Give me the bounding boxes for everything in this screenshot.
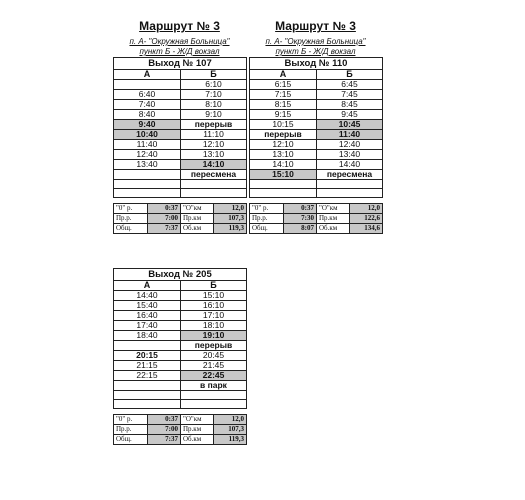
time-cell-a: [114, 391, 181, 400]
time-cell-b: пересмена: [317, 170, 383, 180]
stats-label: "0" р.: [114, 415, 148, 425]
time-cell-b: [181, 400, 247, 409]
time-cell-a: 18:40: [114, 331, 181, 341]
time-cell-b: 18:10: [181, 321, 247, 331]
time-cell-b: 22:45: [181, 371, 247, 381]
stats-value: 7:37: [148, 224, 181, 234]
time-cell-b: 11:10: [181, 130, 247, 140]
time-cell-a: 13:40: [114, 160, 181, 170]
time-cell-b: [317, 180, 383, 189]
stats-label: Пр.км: [317, 214, 350, 224]
table-row: [250, 130, 383, 140]
route-point-a: п. А- "Окружная Больница": [129, 37, 230, 46]
table-row: [114, 291, 247, 301]
time-cell-a: [114, 341, 181, 351]
stats-label: Об.км: [181, 224, 214, 234]
time-cell-b: 15:10: [181, 291, 247, 301]
time-cell-b: 6:10: [181, 80, 247, 90]
time-cell-b: 8:10: [181, 100, 247, 110]
table-row: [114, 130, 247, 140]
time-cell-b: [181, 180, 247, 189]
column-header-b: Б: [317, 70, 383, 80]
column-header-a: А: [114, 70, 181, 80]
schedule-title: Выход № 205: [114, 269, 247, 281]
time-cell-a: [114, 80, 181, 90]
time-cell-b: перерыв: [181, 341, 247, 351]
time-cell-a: [114, 180, 181, 189]
time-cell-a: [114, 381, 181, 391]
time-cell-b: 17:10: [181, 311, 247, 321]
time-cell-b: 21:45: [181, 361, 247, 371]
column-header-a: А: [250, 70, 317, 80]
column-header-a: А: [114, 281, 181, 291]
schedule-block-205: [113, 268, 246, 445]
stats-row: [250, 214, 383, 224]
stats-value: 12,0: [214, 204, 247, 214]
time-cell-b: 13:10: [181, 150, 247, 160]
time-cell-b: 19:10: [181, 331, 247, 341]
stats-value: 0:37: [148, 415, 181, 425]
table-row: [114, 189, 247, 198]
stats-label: Пр.р.: [250, 214, 284, 224]
table-row: [250, 110, 383, 120]
time-cell-b: [317, 189, 383, 198]
stats-value: 7:30: [284, 214, 317, 224]
time-cell-a: 21:15: [114, 361, 181, 371]
time-cell-a: перерыв: [250, 130, 317, 140]
route-title: Маршрут № 3: [139, 19, 220, 33]
time-cell-a: 9:40: [114, 120, 181, 130]
table-row: [250, 160, 383, 170]
schedule-table: [249, 57, 383, 234]
stats-label: "О"км: [181, 415, 214, 425]
schedule-table: [113, 268, 247, 445]
table-row: [114, 351, 247, 361]
time-cell-a: 17:40: [114, 321, 181, 331]
stats-value: 107,3: [214, 214, 247, 224]
stats-label: Пр.р.: [114, 214, 148, 224]
stats-value: 12,0: [214, 415, 247, 425]
stats-label: "О"км: [181, 204, 214, 214]
table-row: [114, 371, 247, 381]
time-cell-b: 20:45: [181, 351, 247, 361]
time-cell-b: 16:10: [181, 301, 247, 311]
stats-label: Об.км: [181, 435, 214, 445]
time-cell-b: пересмена: [181, 170, 247, 180]
stats-row: [114, 425, 247, 435]
time-cell-b: 14:10: [181, 160, 247, 170]
schedule-title: Выход № 107: [114, 58, 247, 70]
table-row: [114, 100, 247, 110]
stats-label: Общ.: [114, 224, 148, 234]
time-cell-a: 11:40: [114, 140, 181, 150]
time-cell-a: [250, 180, 317, 189]
time-cell-a: [114, 400, 181, 409]
time-cell-b: 14:40: [317, 160, 383, 170]
stats-value: 107,3: [214, 425, 247, 435]
table-row: [114, 80, 247, 90]
stats-label: Общ.: [250, 224, 284, 234]
table-row: [250, 100, 383, 110]
stats-value: 7:00: [148, 214, 181, 224]
table-row: [114, 170, 247, 180]
schedule-title: Выход № 110: [250, 58, 383, 70]
table-row: [250, 140, 383, 150]
stats-row: [250, 204, 383, 214]
time-cell-a: [250, 189, 317, 198]
time-cell-a: [114, 170, 181, 180]
table-row: [114, 90, 247, 100]
table-row: [114, 140, 247, 150]
time-cell-b: 13:40: [317, 150, 383, 160]
stats-value: 0:37: [284, 204, 317, 214]
stats-row: [114, 204, 247, 214]
time-cell-a: 6:15: [250, 80, 317, 90]
stats-row: [114, 435, 247, 445]
stats-row: [250, 224, 383, 234]
time-cell-a: 20:15: [114, 351, 181, 361]
stats-label: Общ.: [114, 435, 148, 445]
stats-value: 122,6: [350, 214, 383, 224]
schedule-table: [113, 57, 247, 234]
stats-value: 7:00: [148, 425, 181, 435]
route-point-b: пункт Б - Ж/Д вокзал: [139, 47, 220, 56]
table-row: [114, 331, 247, 341]
table-row: [114, 301, 247, 311]
time-cell-b: 10:45: [317, 120, 383, 130]
time-cell-a: 14:40: [114, 291, 181, 301]
time-cell-a: 9:15: [250, 110, 317, 120]
time-cell-b: 12:10: [181, 140, 247, 150]
table-row: [114, 110, 247, 120]
table-row: [114, 391, 247, 400]
stats-row: [114, 415, 247, 425]
time-cell-a: 12:10: [250, 140, 317, 150]
time-cell-b: 6:45: [317, 80, 383, 90]
time-cell-b: 12:40: [317, 140, 383, 150]
stats-row: [114, 224, 247, 234]
stats-label: "0" р.: [114, 204, 148, 214]
table-row: [114, 361, 247, 371]
time-cell-a: [114, 189, 181, 198]
stats-label: Пр.р.: [114, 425, 148, 435]
schedule-block-110: [249, 19, 382, 234]
time-cell-b: [181, 391, 247, 400]
route-point-b: пункт Б - Ж/Д вокзал: [275, 47, 356, 56]
time-cell-b: 11:40: [317, 130, 383, 140]
stats-label: Пр.км: [181, 425, 214, 435]
table-row: [250, 90, 383, 100]
stats-value: 0:37: [148, 204, 181, 214]
stats-label: Пр.км: [181, 214, 214, 224]
route-title: Маршрут № 3: [275, 19, 356, 33]
stats-value: 12,0: [350, 204, 383, 214]
time-cell-a: 8:40: [114, 110, 181, 120]
table-row: [114, 381, 247, 391]
stats-row: [114, 214, 247, 224]
table-row: [114, 321, 247, 331]
time-cell-b: 7:10: [181, 90, 247, 100]
column-header-b: Б: [181, 70, 247, 80]
stats-label: "О"км: [317, 204, 350, 214]
time-cell-a: 8:15: [250, 100, 317, 110]
stats-label: "0" р.: [250, 204, 284, 214]
table-row: [250, 180, 383, 189]
stats-value: 119,3: [214, 224, 247, 234]
time-cell-b: в парк: [181, 381, 247, 391]
table-row: [114, 120, 247, 130]
stats-value: 119,3: [214, 435, 247, 445]
table-row: [114, 150, 247, 160]
table-row: [114, 160, 247, 170]
schedule-block-107: [113, 19, 246, 234]
time-cell-a: 10:40: [114, 130, 181, 140]
time-cell-a: 22:15: [114, 371, 181, 381]
time-cell-b: 7:45: [317, 90, 383, 100]
table-row: [250, 189, 383, 198]
table-row: [250, 170, 383, 180]
table-row: [114, 341, 247, 351]
table-row: [250, 150, 383, 160]
time-cell-a: 13:10: [250, 150, 317, 160]
time-cell-b: 8:45: [317, 100, 383, 110]
stats-value: 134,6: [350, 224, 383, 234]
stats-label: Об.км: [317, 224, 350, 234]
table-row: [114, 311, 247, 321]
table-row: [250, 120, 383, 130]
time-cell-b: перерыв: [181, 120, 247, 130]
time-cell-b: 9:45: [317, 110, 383, 120]
table-row: [114, 400, 247, 409]
time-cell-a: 15:40: [114, 301, 181, 311]
time-cell-a: 10:15: [250, 120, 317, 130]
stats-value: 8:07: [284, 224, 317, 234]
time-cell-a: 14:10: [250, 160, 317, 170]
time-cell-b: 9:10: [181, 110, 247, 120]
time-cell-a: 7:15: [250, 90, 317, 100]
table-row: [114, 180, 247, 189]
table-row: [250, 80, 383, 90]
column-header-b: Б: [181, 281, 247, 291]
time-cell-a: 7:40: [114, 100, 181, 110]
time-cell-b: [181, 189, 247, 198]
stats-value: 7:37: [148, 435, 181, 445]
route-point-a: п. А- "Окружная Больница": [265, 37, 366, 46]
time-cell-a: 15:10: [250, 170, 317, 180]
time-cell-a: 12:40: [114, 150, 181, 160]
time-cell-a: 6:40: [114, 90, 181, 100]
time-cell-a: 16:40: [114, 311, 181, 321]
